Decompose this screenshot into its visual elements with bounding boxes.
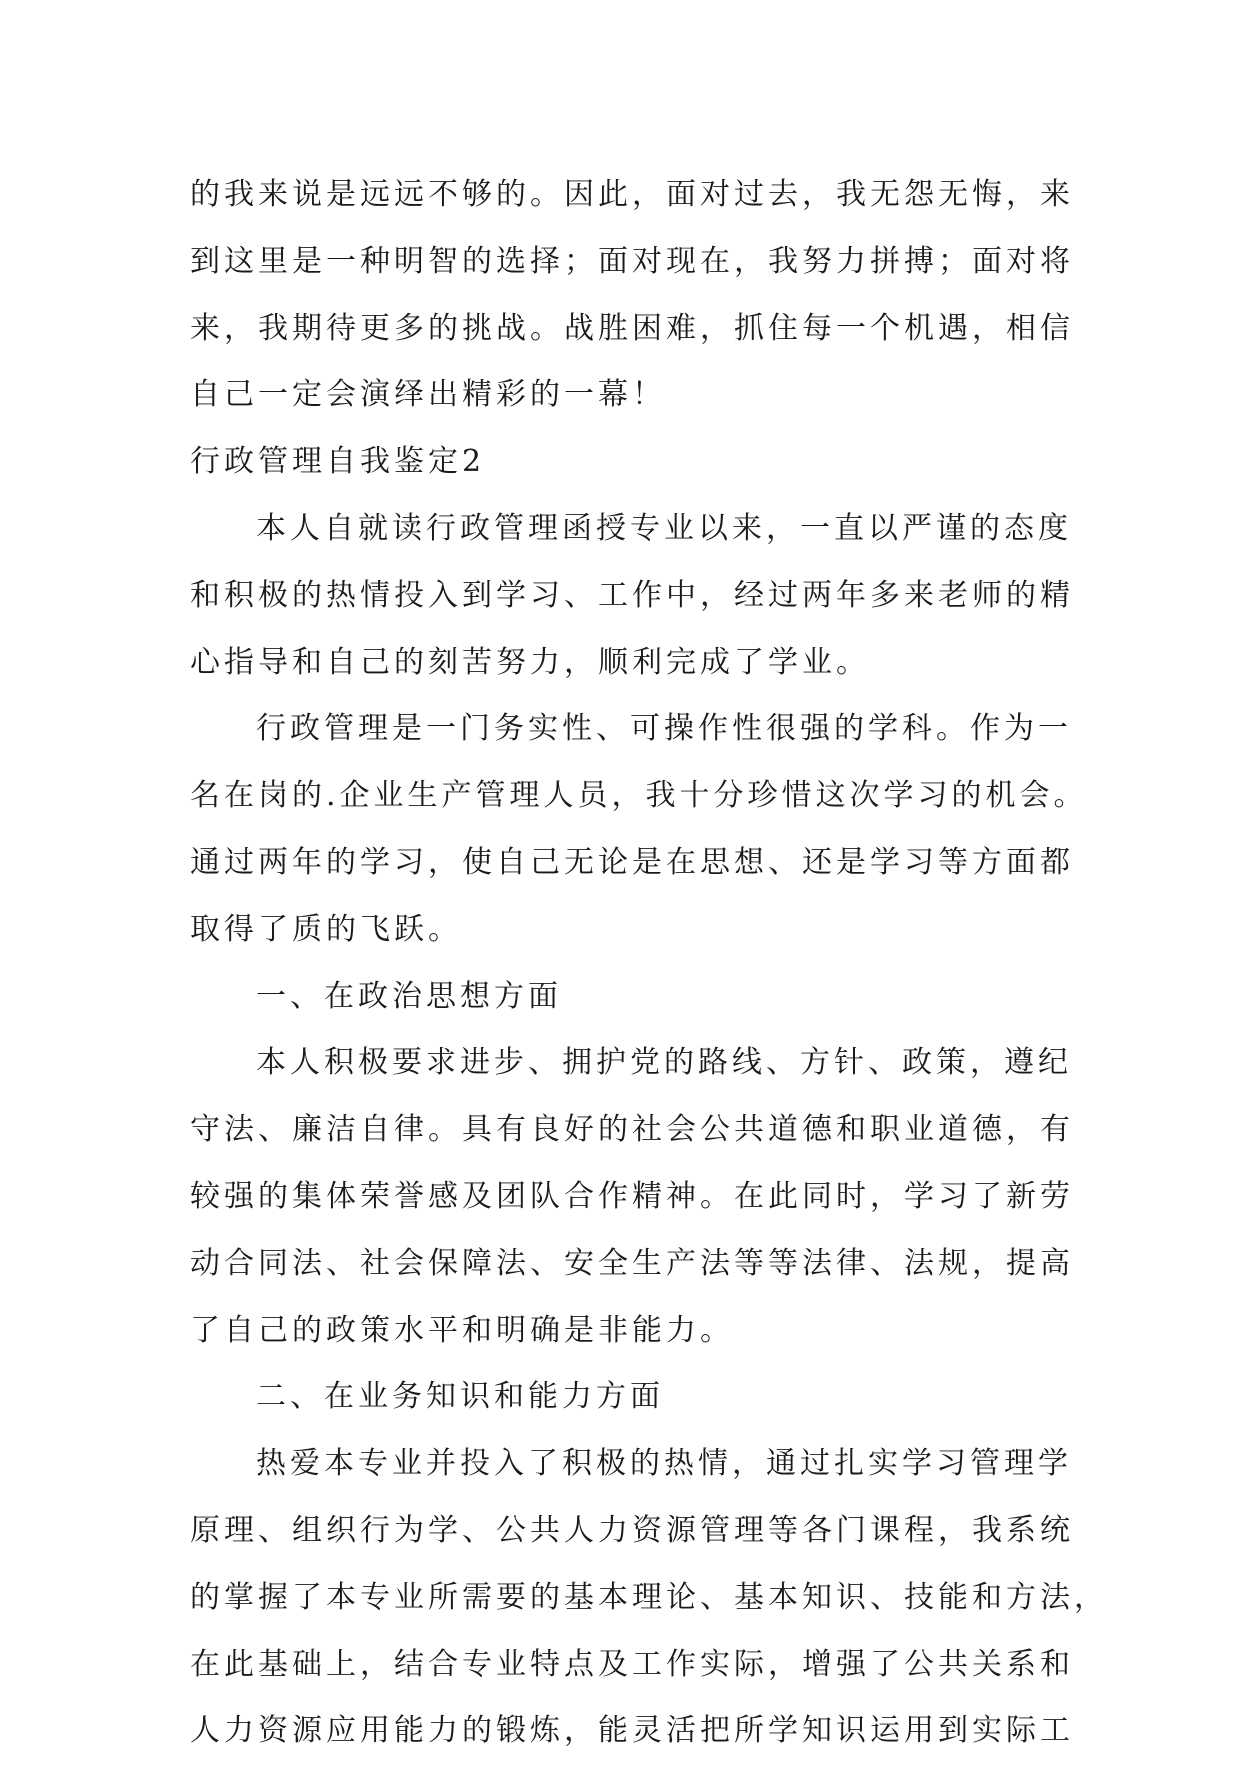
text-line: 较强的集体荣誉感及团队合作精神。在此同时，学习了新劳 bbox=[190, 1178, 1074, 1214]
text-line: 通过两年的学习，使自己无论是在思想、还是学习等方面都 bbox=[190, 844, 1074, 880]
text-line: 的我来说是远远不够的。因此，面对过去，我无怨无悔，来 bbox=[190, 177, 1074, 212]
subsection-heading: 二、在业务知识和能力方面 bbox=[256, 1379, 664, 1415]
text-line: 心指导和自己的刻苦努力，顺利完成了学业。 bbox=[190, 644, 870, 680]
text-line: 人力资源应用能力的锻炼，能灵活把所学知识运用到实际工 bbox=[190, 1713, 1074, 1749]
text-line: 名在岗的.企业生产管理人员，我十分珍惜这次学习的机会。 bbox=[190, 778, 1088, 814]
text-line: 了自己的政策水平和明确是非能力。 bbox=[190, 1312, 734, 1348]
text-line: 动合同法、社会保障法、安全生产法等等法律、法规，提高 bbox=[190, 1245, 1074, 1281]
text-line: 本人积极要求进步、拥护党的路线、方针、政策，遵纪 bbox=[256, 1045, 1072, 1081]
document-body bbox=[190, 162, 1108, 1765]
text-line: 原理、组织行为学、公共人力资源管理等各门课程，我系统 bbox=[190, 1512, 1074, 1548]
text-line: 的掌握了本专业所需要的基本理论、基本知识、技能和方法， bbox=[190, 1579, 1108, 1615]
text-line: 本人自就读行政管理函授专业以来，一直以严谨的态度 bbox=[256, 510, 1072, 546]
text-line: 自己一定会演绎出精彩的一幕！ bbox=[190, 377, 666, 413]
text-line: 行政管理是一门务实性、可操作性很强的学科。作为一 bbox=[256, 711, 1072, 747]
text-line: 热爱本专业并投入了积极的热情，通过扎实学习管理学 bbox=[256, 1446, 1072, 1482]
subsection-heading: 一、在政治思想方面 bbox=[256, 978, 562, 1014]
text-line: 取得了质的飞跃。 bbox=[190, 911, 462, 947]
text-line: 在此基础上，结合专业特点及工作实际，增强了公共关系和 bbox=[190, 1646, 1074, 1682]
text-line: 守法、廉洁自律。具有良好的社会公共道德和职业道德，有 bbox=[190, 1112, 1074, 1148]
text-line: 到这里是一种明智的选择；面对现在，我努力拼搏；面对将 bbox=[190, 243, 1074, 279]
text-line: 来，我期待更多的挑战。战胜困难，抓住每一个机遇，相信 bbox=[190, 310, 1074, 346]
section-heading: 行政管理自我鉴定2 bbox=[190, 444, 486, 480]
text-line: 和积极的热情投入到学习、工作中，经过两年多来老师的精 bbox=[190, 577, 1074, 613]
